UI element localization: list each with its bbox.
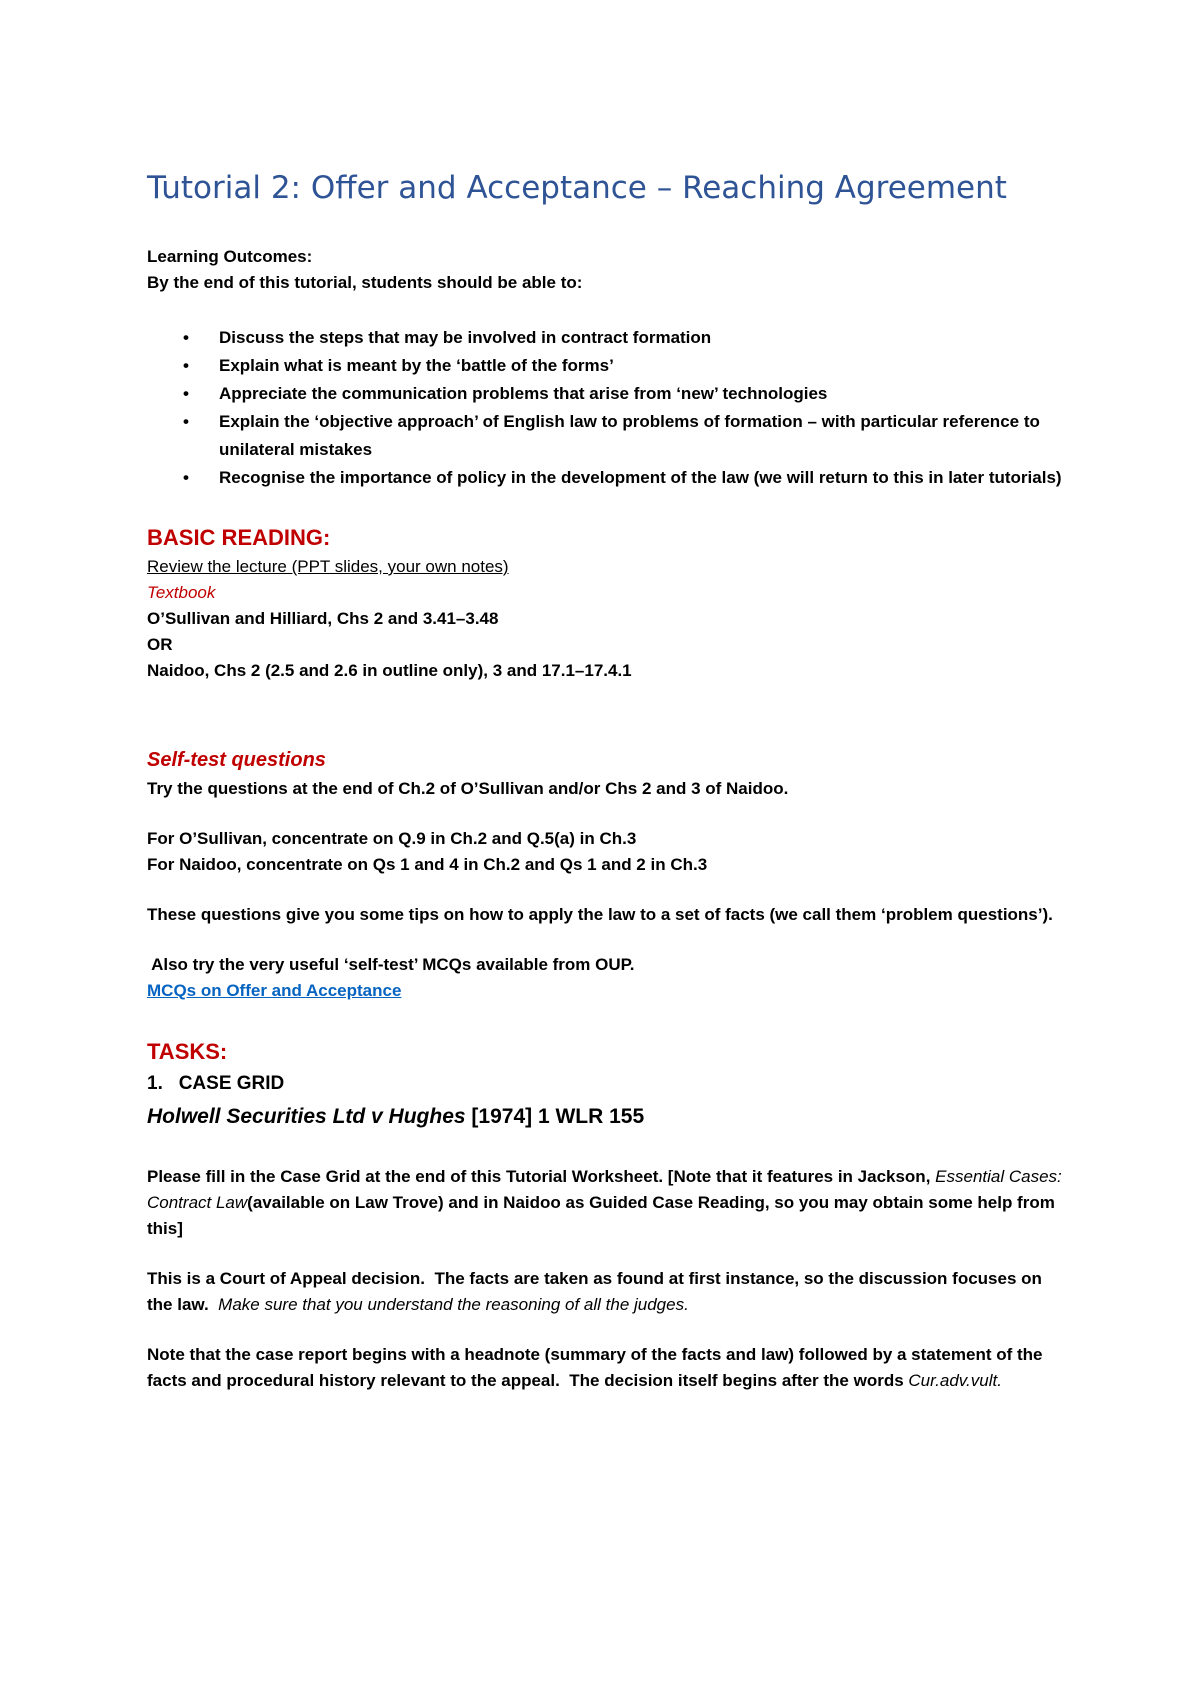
- list-item: • Appreciate the communication problems that arise from ‘new’ technologies: [147, 380, 1067, 408]
- case-title: [147, 1100, 1067, 1134]
- case-name: Holwell Securities Ltd v Hughes: [147, 1105, 466, 1128]
- task-paragraph-3: Note that the case report begins with a headnote (summary of the facts and law) followed by a statement of the facts and procedural history relevant to the appeal. The decision itself begins after the words Cur.adv.vult.: [147, 1345, 1048, 1390]
- list-item: • Explain what is meant by the ‘battle of the forms’: [147, 352, 1067, 380]
- bullet-icon: •: [183, 328, 189, 347]
- tasks-heading: TASKS:: [147, 1039, 228, 1064]
- bullet-icon: •: [183, 356, 189, 375]
- learning-outcomes-list: [147, 324, 1067, 492]
- bullet-icon: •: [183, 468, 189, 487]
- learning-outcomes-heading: Learning Outcomes:: [147, 247, 313, 266]
- list-item: • Recognise the importance of policy in the development of the law (we will return to this in later tutorials): [147, 464, 1067, 492]
- self-test-line-2: For O’Sullivan, concentrate on Q.9 in Ch.2 and Q.5(a) in Ch.3: [147, 829, 637, 848]
- textbook-or: OR: [147, 635, 173, 654]
- list-item: • Discuss the steps that may be involved in contract formation: [147, 324, 1067, 352]
- self-test-line-5: Also try the very useful ‘self-test’ MCQs available from OUP.: [147, 955, 635, 974]
- list-item: • Explain the ‘objective approach’ of English law to problems of formation – with particular reference to unilateral mistakes: [147, 408, 1067, 464]
- task-paragraph-1: Please fill in the Case Grid at the end of this Tutorial Worksheet. [Note that it features in Jackson, Essential Cases: Contract Law(available on Law Trove) and in Naidoo as Guided Case Reading, so you may obtain some help from this]: [147, 1167, 1062, 1238]
- textbook-label: Textbook: [147, 583, 216, 602]
- self-test-line-4: These questions give you some tips on how to apply the law to a set of facts (we call them ‘problem questions’).: [147, 905, 1053, 924]
- textbook-osullivan: O’Sullivan and Hilliard, Chs 2 and 3.41–3.48: [147, 609, 499, 628]
- case-citation: [1974] 1 WLR 155: [465, 1105, 645, 1128]
- self-test-line-1: Try the questions at the end of Ch.2 of O’Sullivan and/or Chs 2 and 3 of Naidoo.: [147, 779, 789, 798]
- mcq-link[interactable]: MCQs on Offer and Acceptance: [147, 981, 402, 1000]
- textbook-naidoo: Naidoo, Chs 2 (2.5 and 2.6 in outline only), 3 and 17.1–17.4.1: [147, 661, 632, 680]
- bullet-icon: •: [183, 412, 189, 431]
- self-test-heading: Self-test questions: [147, 749, 326, 771]
- bullet-icon: •: [183, 384, 189, 403]
- task-paragraph-2: This is a Court of Appeal decision. The facts are taken as found at first instance, so the discussion focuses on the law. Make sure that you understand the reasoning of all the judges.: [147, 1269, 1047, 1314]
- self-test-line-3: For Naidoo, concentrate on Qs 1 and 4 in Ch.2 and Qs 1 and 2 in Ch.3: [147, 855, 708, 874]
- case-grid-heading: 1. CASE GRID: [147, 1073, 285, 1094]
- basic-reading-heading: BASIC READING:: [147, 525, 331, 550]
- learning-outcomes-intro: By the end of this tutorial, students should be able to:: [147, 273, 583, 292]
- review-lecture-line: Review the lecture (PPT slides, your own notes): [147, 557, 509, 576]
- page-title: Tutorial 2: Offer and Acceptance – Reaching Agreement: [147, 170, 1007, 206]
- document-content: [147, 168, 1067, 1394]
